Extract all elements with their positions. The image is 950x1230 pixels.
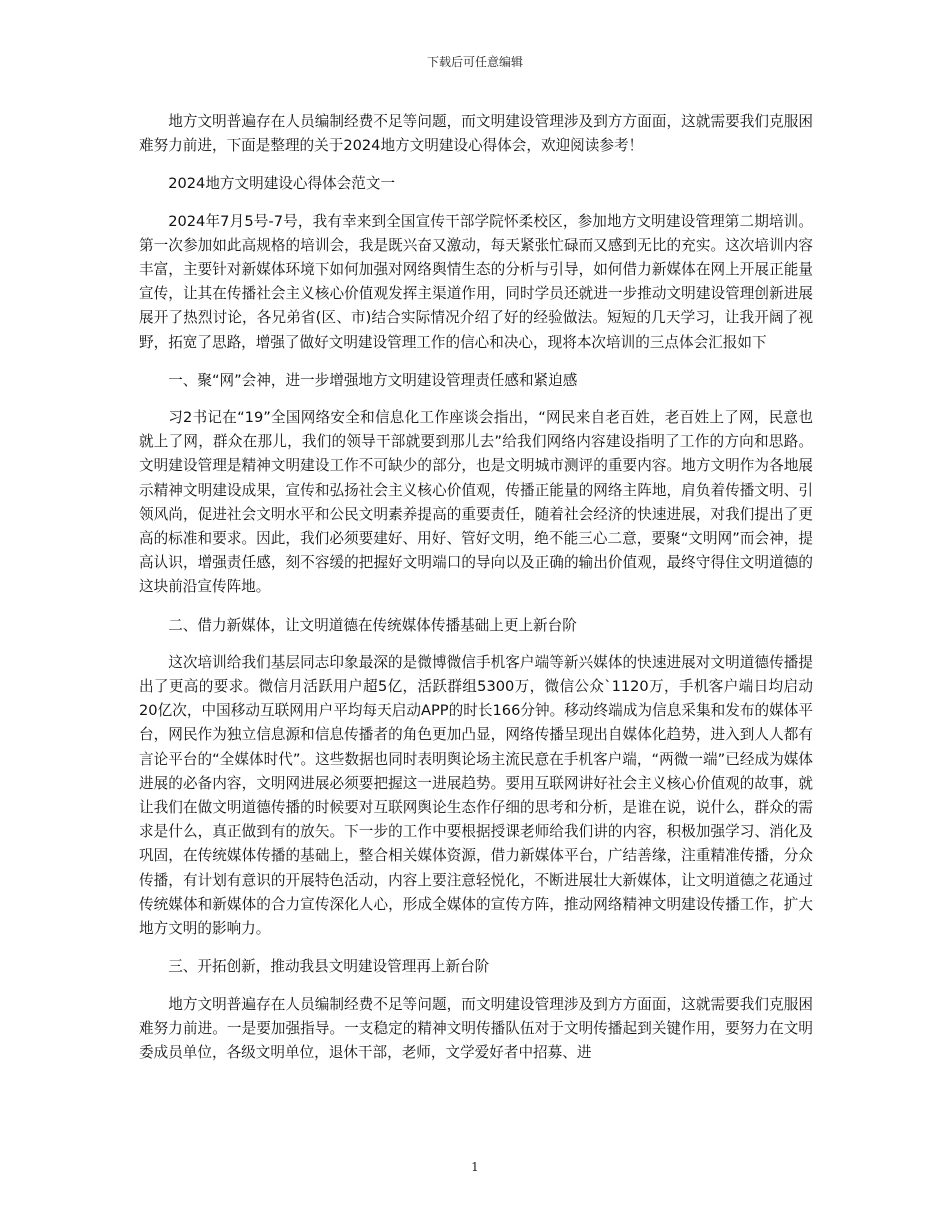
article-title: 2024地方文明建设心得体会范文一 (168, 175, 396, 193)
section-heading-1: 一、聚“网”会神，进一步增强地方文明建设管理责任感和紧迫感 (168, 371, 578, 389)
section-heading-2: 二、借力新媒体，让文明道德在传统媒体传播基础上更上新台阶 (168, 616, 577, 634)
body-paragraph: 这次培训给我们基层同志印象最深的是微博微信手机客户端等新兴媒体的快速进展对文明道德传播提出了更高的要求。微信月活跃用户超5亿，活跃群组5300万，微信公众`1120万，手机客户端日均启动20亿次，中国移动互联网用户平均每天启动APP的时长166分钟。移动终端成为信息采集和发布的媒体平台，网民作为独立信息源和信息传播者的角色更加凸显，网络传播呈现出自媒体化趋势，进入到人人都有言论平台的“全媒体时代”。这些数据也同时表明舆论场主流民意在手机客户端，“两微一端”已经成为媒体进展的必备内容，文明网进展必须要把握这一进展趋势。要用互联网讲好社会主义核心价值观的故事，就让我们在做文明道德传播的时候要对互联网舆论生态作仔细的思考和分析，是谁在说，说什么，群众的需求是什么，真正做到有的放矢。下一步的工作中要根据授课老师给我们讲的内容，积极加强学习、消化及巩固，在传统媒体传播的基础上，整合相关媒体资源，借力新媒体平台，广结善缘，注重精准传播，分众传播，有计划有意识的开展特色活动，内容上要注意轻悦化，不断进展壮大新媒体，让文明道德之花通过传统媒体和新媒体的合力宣传深化人心，形成全媒体的宣传方阵，推动网络精神文明建设传播工作，扩大地方文明的影响力。 (139, 653, 813, 938)
page-header: 下载后可任意编辑 (426, 55, 523, 69)
page-number: 1 (471, 1160, 479, 1174)
intro-paragraph: 地方文明普遍存在人员编制经费不足等问题，而文明建设管理涉及到方方面面，这就需要我们克服困难努力前进，下面是整理的关于2024地方文明建设心得体会，欢迎阅读参考！ (139, 113, 813, 155)
section-heading-3: 三、开拓创新，推动我县文明建设管理再上新台阶 (168, 958, 490, 976)
body-paragraph: 地方文明普遍存在人员编制经费不足等问题，而文明建设管理涉及到方方面面，这就需要我们克服困难努力前进。一是要加强指导。一支稳定的精神文明传播队伍对于文明传播起到关键作用，要努力在文明委成员单位，各级文明单位，退休干部，老师，文学爱好者中招募、进 (139, 995, 813, 1061)
body-paragraph: 习2书记在“19”全国网络安全和信息化工作座谈会指出，“网民来自老百姓，老百姓上了网，民意也就上了网，群众在那儿，我们的领导干部就要到那儿去”给我们网络内容建设指明了工作的方向和思路。文明建设管理是精神文明建设工作不可缺少的部分，也是文明城市测评的重要内容。地方文明作为各地展示精神文明建设成果，宣传和弘扬社会主义核心价值观，传播正能量的网络主阵地，肩负着传播文明、引领风尚，促进社会文明水平和公民文明素养提高的重要责任，随着社会经济的快速进展，对我们提出了更高的标准和要求。因此，我们必须要建好、用好、管好文明，绝不能三心二意，要聚“文明网”而会神，提高认识，增强责任感，刻不容缓的把握好文明端口的导向以及正确的输出价值观，最终守得住文明道德的这块前沿宣传阵地。 (139, 409, 813, 596)
body-paragraph: 2024年7月5号-7号，我有幸来到全国宣传干部学院怀柔校区，参加地方文明建设管理第二期培训。第一次参加如此高规格的培训会，我是既兴奋又激动，每天紧张忙碌而又感到无比的充实。这次培训内容丰富，主要针对新媒体环境下如何加强对网络舆情生态的分析与引导，如何借力新媒体在网上开展正能量宣传，让其在传播社会主义核心价值观发挥主渠道作用，同时学员还就进一步推动文明建设管理创新进展展开了热烈讨论，各兄弟省(区、市)结合实际情况介绍了好的经验做法。短短的几天学习，让我开阔了视野，拓宽了思路，增强了做好文明建设管理工作的信心和决心，现将本次培训的三点体会汇报如下 (139, 212, 813, 351)
document-body (139, 110, 813, 1079)
